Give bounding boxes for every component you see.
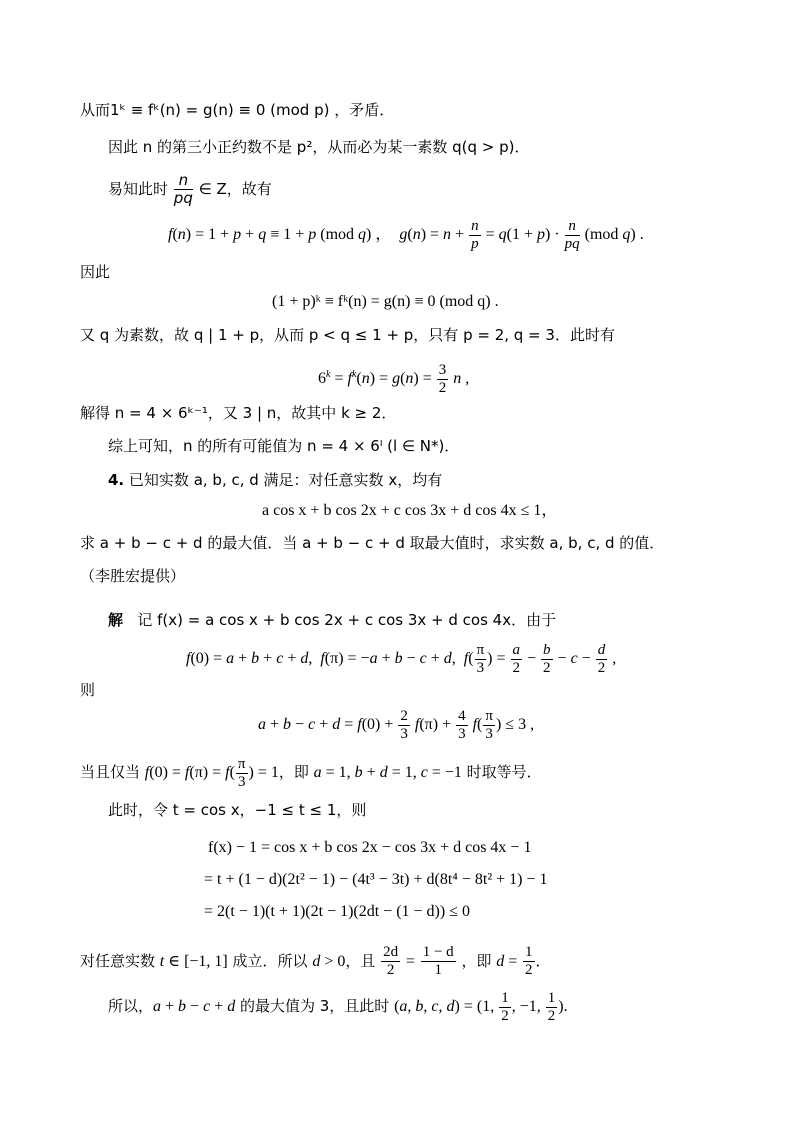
text-line: 因此 n 的第三小正约数不是 p²，从而必为某一素数 q(q > p)．	[108, 138, 530, 156]
text-line: 对任意实数 t ∈ [−1, 1] 成立．所以 d > 0，且 $\frac{2d}{2}$ = $\frac{1 - d}{1}$ ，即 d = $\frac{1}{2}$ ．	[80, 944, 551, 978]
numerator: n	[174, 172, 193, 190]
equation: f(n) = 1 + p + q ≡ 1 + p (mod q) ， g(n) = n + $\frac{n}{p}$ = q(1 + p) · $\frac{n}{pq}$ (mod q) .	[168, 218, 644, 252]
denominator: pq	[173, 189, 193, 207]
fraction	[511, 642, 523, 677]
numerator: d	[597, 642, 606, 658]
numerator: 2d	[383, 944, 399, 960]
numerator: π	[237, 756, 246, 772]
equation: a + b − c + d = f(0) + $\frac{2}{3}$ f(π) + $\frac{4}{3}$ f( $\frac{\pi}{3}$ ) ≤ 3 ,	[258, 708, 535, 742]
equation: f(x) − 1 = cos x + b cos 2x − cos 3x + d cos 4x − 1	[208, 839, 532, 856]
equation: $6^k = f^k(n) = g(n)$ = $\frac{3}{2}$ n ,	[318, 362, 470, 396]
attribution: （李胜宏提供）	[80, 567, 186, 585]
denominator: 3	[485, 726, 493, 742]
text-line: 求 a + b − c + d 的最大值．当 a + b − c + d 取最大值时，求实数 a, b, c, d 的值．	[80, 534, 665, 552]
fraction	[483, 708, 495, 743]
numerator: 2	[400, 708, 408, 724]
fraction	[469, 218, 481, 253]
denominator: 3	[237, 774, 246, 790]
text-line: 综上可知，n 的所有可能值为 n = 4 × 6ˡ (l ∈ N*)．	[108, 437, 460, 455]
solution-label: 解	[108, 611, 124, 629]
fraction	[475, 642, 487, 677]
text-line: 从而1ᵏ ≡ fᵏ(n) = g(n) ≡ 0 (mod p) ，矛盾．	[80, 101, 395, 119]
fraction	[236, 756, 248, 791]
denominator: 2	[547, 1008, 556, 1024]
numerator: 1	[547, 990, 556, 1006]
fraction	[523, 944, 535, 979]
numerator: n	[471, 218, 479, 234]
text-line: 当且仅当 f(0) = f(π) = f( $\frac{\pi}{3}$ ) = 1，即 a = 1, b + d = 1, c = −1 时取等号．	[80, 756, 542, 790]
numerator: π	[485, 708, 493, 724]
denominator: 2	[501, 1008, 509, 1024]
equation: = t + (1 − d)(2t² − 1) − (4t³ − 3t) + d(8t⁴ − 8t² + 1) − 1	[204, 871, 548, 888]
equation: f(0) = a + b + c + d, f(π) = −a + b − c + d, f( $\frac{\pi}{3}$ ) = $\frac{a}{2}$ − $\frac{b}{2}$ − c − $\frac{d}{2}$ ,	[186, 642, 617, 676]
numerator: b	[543, 642, 551, 658]
numerator: n	[565, 218, 580, 236]
fraction	[565, 218, 580, 253]
problem-number: 4.	[108, 471, 125, 489]
denominator: p	[471, 236, 479, 252]
numerator: 4	[458, 708, 466, 724]
denominator: 2	[597, 660, 606, 676]
text-line: 又 q 为素数，故 q | 1 + p，从而 p < q ≤ 1 + p，只有 p = 2, q = 3．此时有	[80, 326, 615, 344]
equation: (1 + p)ᵏ ≡ fᵏ(n) = g(n) ≡ 0 (mod q) .	[272, 293, 499, 310]
text-fragment: 易知此时	[108, 180, 169, 198]
denominator: 3	[476, 660, 485, 676]
text-line: 此时，令 t = cos x，−1 ≤ t ≤ 1，则	[108, 801, 367, 819]
denominator: 3	[400, 726, 408, 742]
text-fragment: 记 f(x) = a cos x + b cos 2x + c cos 3x + d cos 4x．由于	[137, 611, 557, 629]
text-fragment: ∈ Z，故有	[198, 180, 272, 198]
text-line: 因此	[80, 263, 111, 281]
equation: a cos x + b cos 2x + c cos 3x + d cos 4x ≤ 1，	[262, 502, 558, 519]
fraction	[174, 172, 193, 207]
problem-statement	[108, 470, 442, 490]
fraction	[398, 708, 410, 743]
solution-intro	[108, 610, 556, 630]
text-line	[108, 172, 272, 207]
denominator: 2	[386, 962, 395, 978]
denominator: 2	[512, 660, 520, 676]
denominator: 1	[434, 962, 442, 978]
numerator: 3	[438, 362, 447, 378]
fraction	[541, 642, 553, 677]
fraction	[546, 990, 558, 1025]
fraction	[499, 990, 511, 1025]
text-line: 解得 n = 4 × 6ᵏ⁻¹，又 3 | n，故其中 k ≥ 2．	[80, 404, 397, 422]
text-line: 则	[80, 681, 96, 699]
text-fragment: 已知实数 a, b, c, d 满足：对任意实数 x，均有	[128, 471, 443, 489]
denominator: 2	[525, 962, 533, 978]
numerator: 1	[525, 944, 533, 960]
fraction	[421, 944, 456, 979]
numerator: 1 − d	[422, 944, 454, 960]
denominator: 3	[458, 726, 466, 742]
numerator: π	[476, 642, 485, 658]
fraction	[437, 362, 449, 397]
denominator: pq	[564, 236, 580, 252]
numerator: 1	[501, 990, 509, 1006]
equation: = 2(t − 1)(t + 1)(2t − 1)(2dt − (1 − d)) ≤ 0	[204, 903, 470, 920]
fraction	[596, 642, 608, 677]
denominator: 2	[543, 660, 551, 676]
fraction	[381, 944, 400, 979]
text-line: 所以，a + b − c + d 的最大值为 3，且此时 (a, b, c, d) = (1, $\frac{1}{2}$ , −1, $\frac{1}{2}$ ).	[108, 990, 568, 1024]
denominator: 2	[438, 380, 447, 396]
numerator: a	[512, 642, 520, 658]
fraction	[456, 708, 468, 743]
